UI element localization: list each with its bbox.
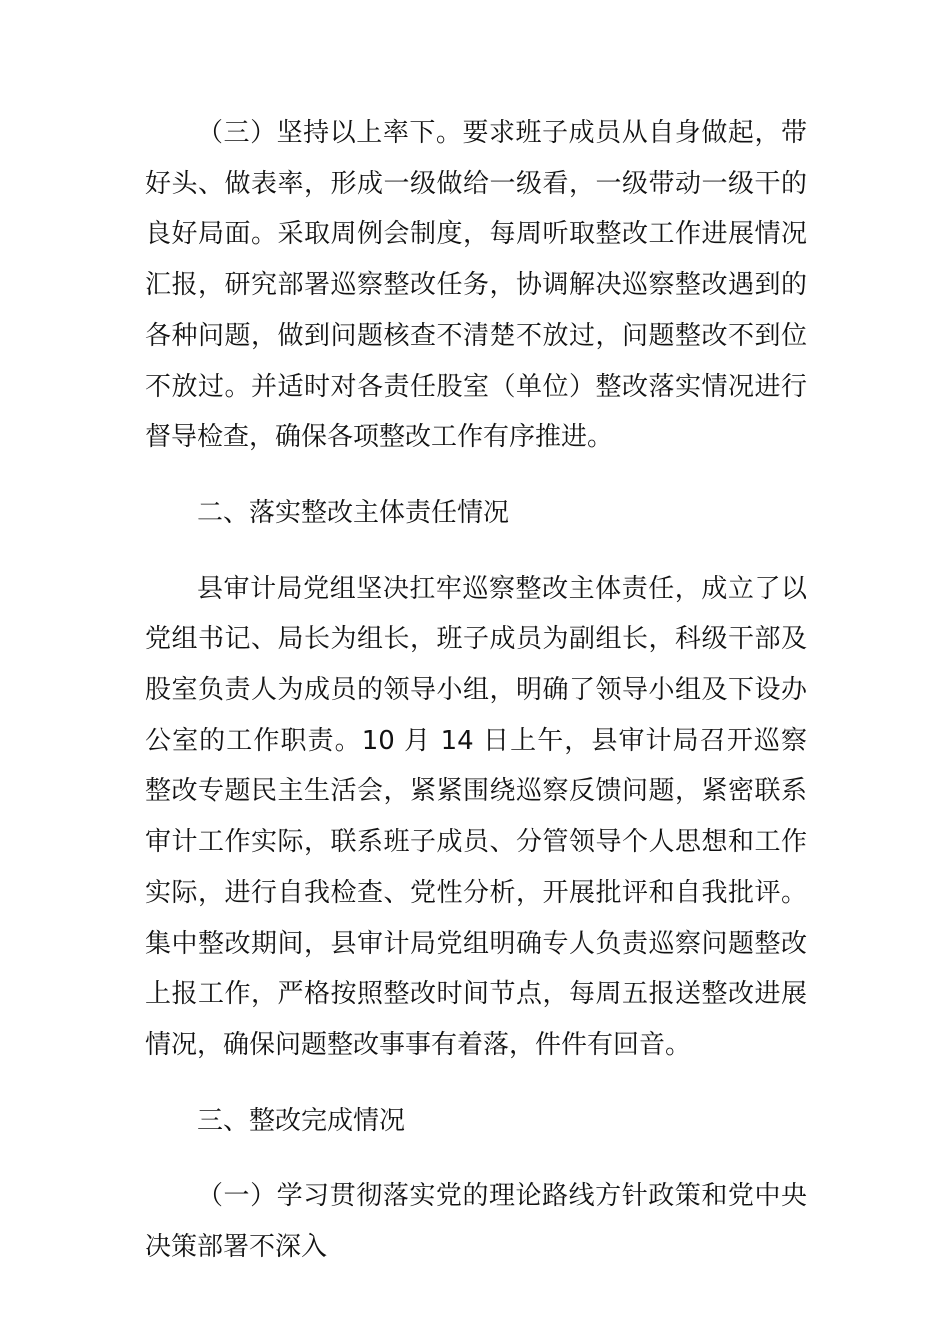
- paragraph-subsection-one: （一）学习贯彻落实党的理论路线方针政策和党中央决策部署不深入: [145, 1181, 807, 1263]
- section-heading-rectification-completion: 三、整改完成情况: [197, 1105, 406, 1136]
- paragraph-responsibility-details: 县审计局党组坚决扛牢巡察整改主体责任，成立了以党组书记、局长为组长，班子成员为副组长，科级干部及股室负责人为成员的领导小组，明确了领导小组及下设办公室的工作职责。10 月 14 日上午，县审计局召开巡察整改专题民主生活会，紧紧围绕巡察反馈问题，紧密联系审计工作实际，联系班子成员、分管领导个人思想和工作实际，进行自我检查、党性分析，开展批评和自我批评。集中整改期间，县审计局党组明确专人负责巡察问题整改上报工作，严格按照整改时间节点，每周五报送整改进展情况，确保问题整改事事有着落，件件有回音。: [145, 573, 807, 1060]
- document-body: [145, 108, 807, 1273]
- section-heading-rectification-responsibility: 二、落实整改主体责任情况: [197, 497, 510, 528]
- paragraph-leading-by-example: （三）坚持以上率下。要求班子成员从自身做起，带好头、做表率，形成一级做给一级看，一级带动一级干的良好局面。采取周例会制度，每周听取整改工作进展情况汇报，研究部署巡察整改任务，协调解决巡察整改遇到的各种问题，做到问题核查不清楚不放过，问题整改不到位不放过。并适时对各责任股室（单位）整改落实情况进行督导检查，确保各项整改工作有序推进。: [145, 118, 807, 453]
